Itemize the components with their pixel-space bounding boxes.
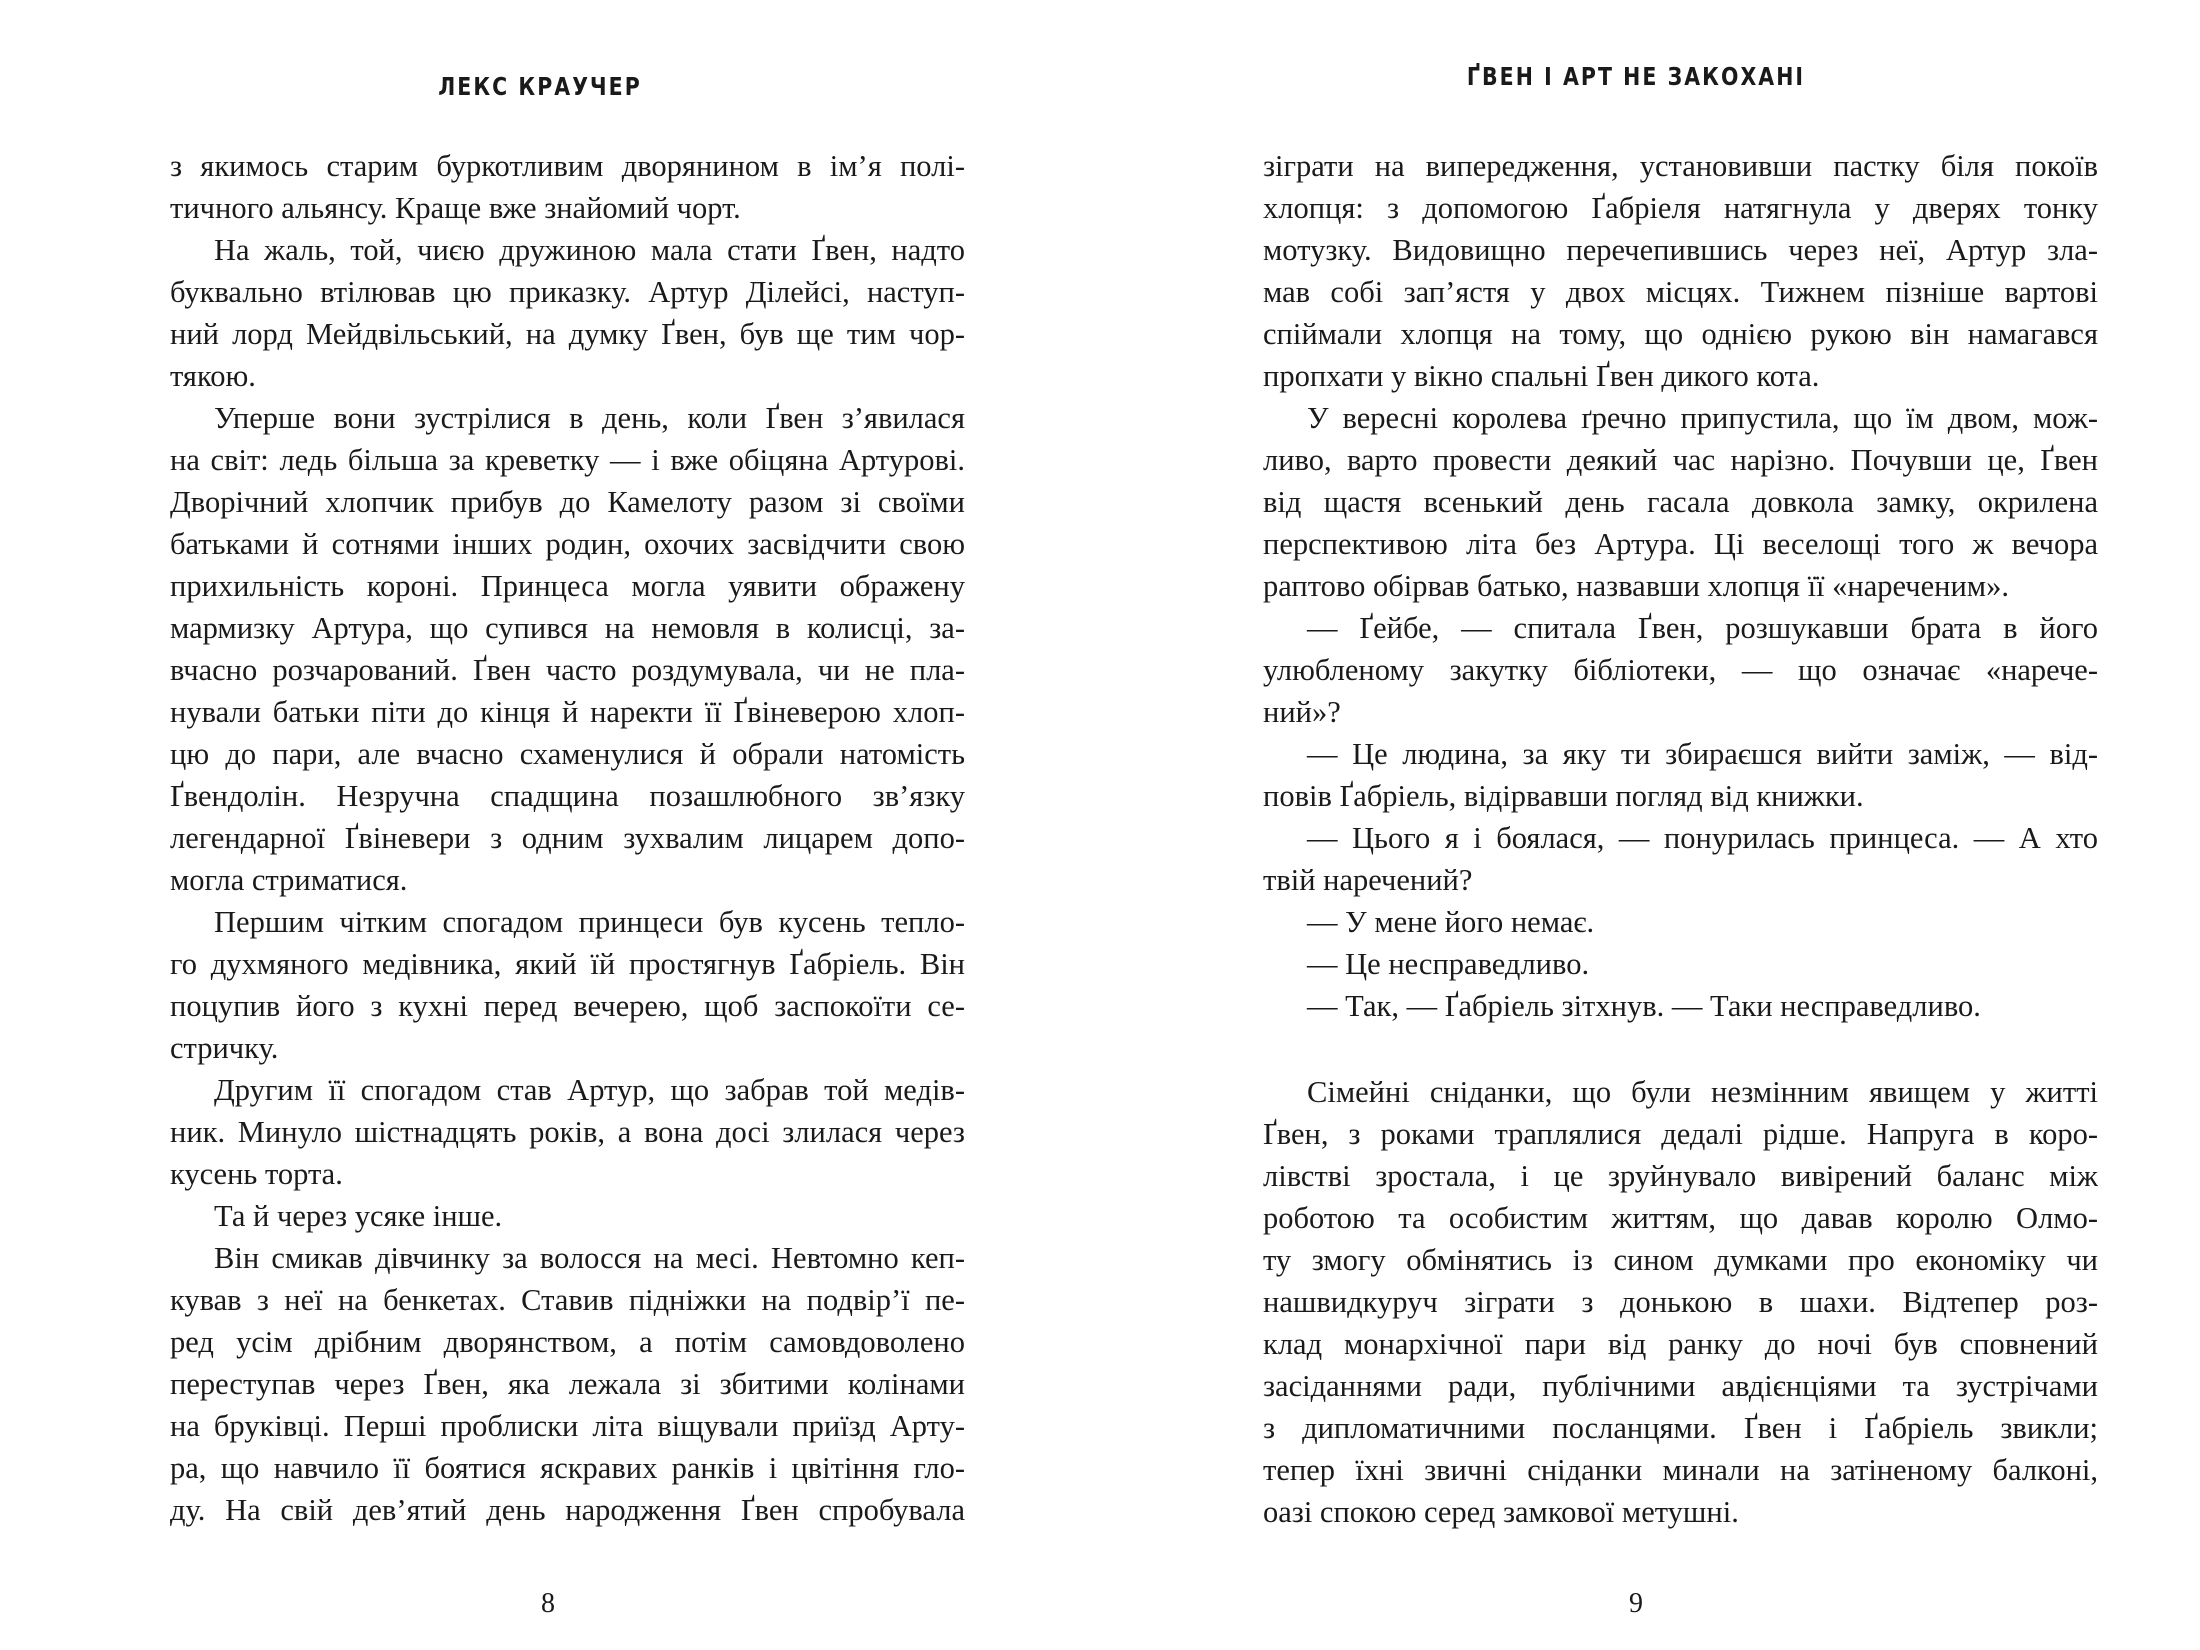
- running-header-author: ЛЕКС КРАУЧЕР: [438, 72, 642, 101]
- text-line: кусень торта.: [170, 1157, 343, 1191]
- text-line: Першим чітким спогадом принцеси був кусень тепло-: [214, 905, 965, 939]
- text-line: тякою.: [170, 359, 256, 393]
- text-line: ний лорд Мейдвільський, на думку Ґвен, був ще тим чор-: [170, 317, 965, 351]
- text-line: стричку.: [170, 1031, 279, 1065]
- text-line: ливо, варто провести деякий час нарізно. Почувши це, Ґвен: [1263, 443, 2098, 477]
- text-line: на бруківці. Перші проблиски літа віщували приїзд Арту-: [170, 1409, 965, 1443]
- text-line: Ґвен, з роками траплялися дедалі рідше. Напруга в коро-: [1263, 1117, 2098, 1151]
- text-line: — У мене його немає.: [1307, 905, 1595, 939]
- text-line: улюбленому закутку бібліотеки, — що означає «нарече-: [1263, 653, 2098, 687]
- text-line: раптово обірвав батько, назвавши хлопця її «нареченим».: [1263, 569, 2009, 603]
- text-line: поцупив його з кухні перед вечерею, щоб заспокоїти се-: [170, 989, 965, 1023]
- text-line: лівстві зростала, і це зруйнувало вивірений баланс між: [1263, 1159, 2098, 1193]
- text-line: го духмяного медівника, який їй простягнув Ґабріель. Він: [170, 947, 965, 981]
- text-line: цю до пари, але вчасно схаменулися й обрали натомість: [170, 737, 965, 771]
- text-line: клад монархічної пари від ранку до ночі був сповнений: [1263, 1327, 2098, 1361]
- text-line: Та й через усяке інше.: [214, 1199, 503, 1233]
- text-line: ред усім дрібним дворянством, а потім самовдоволено: [170, 1325, 965, 1359]
- text-line: — Цього я і боялася, — понурилась принцеса. — А хто: [1307, 821, 2098, 855]
- text-line: пропхати у вікно спальні Ґвен дикого кота.: [1263, 359, 1820, 393]
- text-line: нашвидкуруч зіграти з донькою в шахи. Відтепер роз-: [1263, 1285, 2098, 1319]
- text-line: роботою та особистим життям, що давав королю Олмо-: [1263, 1201, 2098, 1235]
- text-line: Ґвендолін. Незручна спадщина позашлюбного зв’язку: [170, 779, 965, 813]
- text-line: оазі спокою серед замкової метушні.: [1263, 1495, 1739, 1529]
- text-line: твій наречений?: [1263, 863, 1473, 897]
- text-line: Уперше вони зустрілися в день, коли Ґвен з’явилася: [214, 401, 965, 435]
- text-line: — Так, — Ґабріель зітхнув. — Таки несправедливо.: [1307, 989, 1981, 1023]
- text-line: переступав через Ґвен, яка лежала зі збитими колінами: [170, 1367, 965, 1401]
- text-line: — Ґейбе, — спитала Ґвен, розшукавши брата в його: [1307, 611, 2098, 645]
- text-line: У вересні королева ґречно припустила, що їм двом, мож-: [1307, 401, 2098, 435]
- text-line: Сімейні сніданки, що були незмінним явищем у житті: [1307, 1075, 2098, 1109]
- text-line: зіграти на випередження, установивши пастку біля покоїв: [1263, 149, 2098, 183]
- right-page: [1100, 0, 2200, 1650]
- text-line: тичного альянсу. Краще вже знайомий чорт.: [170, 191, 741, 225]
- text-line: тепер їхні звичні сніданки минали на затіненому балконі,: [1263, 1453, 2098, 1487]
- text-line: ду. На свій дев’ятий день народження Ґвен спробувала: [170, 1493, 965, 1527]
- right-page-body: [1263, 145, 2098, 1533]
- text-line: прихильність короні. Принцеса могла уявити ображену: [170, 569, 965, 603]
- text-line: мав собі зап’ястя у двох місцях. Тижнем пізніше вартові: [1263, 275, 2098, 309]
- text-line: батьками й сотнями інших родин, охочих засвідчити свою: [170, 527, 965, 561]
- text-line: ра, що навчило її боятися яскравих ранків і цвітіння гло-: [170, 1451, 965, 1485]
- text-line: повів Ґабріель, відірвавши погляд від книжки.: [1263, 779, 1864, 813]
- text-line: На жаль, той, чиєю дружиною мала стати Ґвен, надто: [214, 233, 965, 267]
- text-line: нували батьки піти до кінця й наректи її Ґвіневерою хлоп-: [170, 695, 965, 729]
- page-number: 9: [1629, 1588, 1643, 1619]
- text-line: спіймали хлопця на тому, що однією рукою він намагався: [1263, 317, 2098, 351]
- running-header-title: ҐВЕН І АРТ НЕ ЗАКОХАНІ: [1466, 62, 1806, 91]
- text-line: — Це людина, за яку ти збираєшся вийти заміж, — від-: [1307, 737, 2098, 771]
- text-line: мармизку Артура, що супився на немовля в колисці, за-: [170, 611, 965, 645]
- text-line: буквально втілював цю приказку. Артур Ділейсі, наступ-: [170, 275, 965, 309]
- page-number: 8: [541, 1588, 555, 1619]
- text-line: легендарної Ґвіневери з одним зухвалим лицарем допо-: [170, 821, 965, 855]
- text-line: на світ: ледь більша за креветку — і вже обіцяна Артурові.: [170, 443, 965, 477]
- text-line: Дворічний хлопчик прибув до Камелоту разом зі своїми: [170, 485, 965, 519]
- text-line: ту змогу обмінятись із сином думками про економіку чи: [1263, 1243, 2098, 1277]
- text-line: перспективою літа без Артура. Ці веселощі того ж вечора: [1263, 527, 2098, 561]
- text-line: мотузку. Видовищно перечепившись через неї, Артур зла-: [1263, 233, 2098, 267]
- text-line: кував з неї на бенкетах. Ставив підніжки на подвір’ї пе-: [170, 1283, 965, 1317]
- text-line: засіданнями ради, публічними авдієнціями та зустрічами: [1263, 1369, 2098, 1403]
- text-line: з якимось старим буркотливим дворянином в ім’я полі-: [170, 149, 965, 183]
- text-line: ний»?: [1263, 695, 1341, 729]
- text-line: ник. Минуло шістнадцять років, а вона досі злилася через: [170, 1115, 965, 1149]
- text-line: Він смикав дівчинку за волосся на месі. Невтомно кеп-: [214, 1241, 965, 1275]
- text-line: з дипломатичними посланцями. Ґвен і Ґабріель звикли;: [1263, 1411, 2098, 1445]
- text-line: вчасно розчарований. Ґвен часто роздумувала, чи не пла-: [170, 653, 965, 687]
- text-line: хлопця: з допомогою Ґабріеля натягнула у дверях тонку: [1263, 191, 2098, 225]
- text-line: від щастя всенький день гасала довкола замку, окрилена: [1263, 485, 2098, 519]
- left-page-body: [170, 145, 965, 1531]
- text-line: Другим її спогадом став Артур, що забрав той медів-: [214, 1073, 965, 1107]
- text-line: могла стриматися.: [170, 863, 408, 897]
- text-line: — Це несправедливо.: [1307, 947, 1590, 981]
